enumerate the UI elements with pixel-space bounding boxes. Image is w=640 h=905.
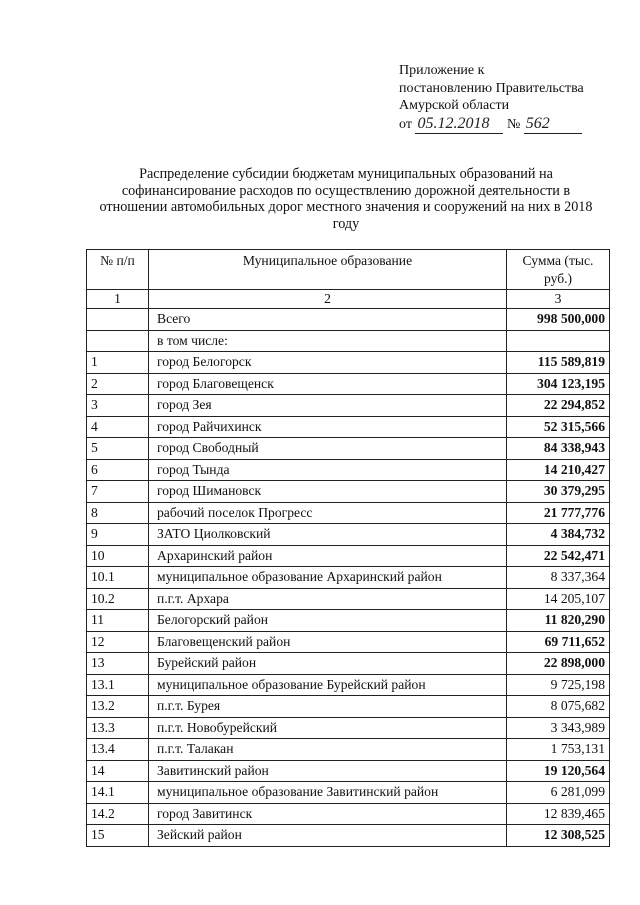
municipality-name: город Белогорск <box>149 352 507 374</box>
municipality-name: ЗАТО Циолковский <box>149 524 507 546</box>
subsidy-table <box>86 249 610 847</box>
municipality-name: город Свободный <box>149 438 507 460</box>
municipality-name: п.г.т. Архара <box>149 588 507 610</box>
table-row <box>87 459 610 481</box>
municipality-name: в том числе: <box>149 330 507 352</box>
column-number-row <box>87 290 610 309</box>
table-row <box>87 330 610 352</box>
subsidy-amount: 69 711,652 <box>507 631 610 653</box>
municipality-name: Завитинский район <box>149 760 507 782</box>
row-number: 11 <box>87 610 149 632</box>
row-number: 12 <box>87 631 149 653</box>
subsidy-amount: 30 379,295 <box>507 481 610 503</box>
handwritten-date: 05.12.2018 <box>417 114 490 132</box>
number-field <box>524 115 582 135</box>
row-number: 9 <box>87 524 149 546</box>
table-row <box>87 309 610 331</box>
subsidy-amount: 998 500,000 <box>507 309 610 331</box>
appendix-block <box>399 62 584 134</box>
subsidy-amount: 8 337,364 <box>507 567 610 589</box>
date-field <box>415 115 503 135</box>
row-number: 8 <box>87 502 149 524</box>
table-row <box>87 395 610 417</box>
row-number: 14.1 <box>87 782 149 804</box>
municipality-name: Белогорский район <box>149 610 507 632</box>
row-number: 13 <box>87 653 149 675</box>
table-row <box>87 631 610 653</box>
table-row <box>87 803 610 825</box>
subsidy-amount: 22 898,000 <box>507 653 610 675</box>
col-number-1: 1 <box>87 290 149 309</box>
table-row <box>87 502 610 524</box>
row-number: 15 <box>87 825 149 847</box>
table-row <box>87 373 610 395</box>
row-number: 13.3 <box>87 717 149 739</box>
row-number: 10.1 <box>87 567 149 589</box>
table-row <box>87 825 610 847</box>
appendix-date-number <box>399 115 584 135</box>
header-sum: Сумма (тыс. руб.) <box>507 250 610 290</box>
appendix-line-3: Амурской области <box>399 98 510 113</box>
number-label: № <box>506 116 521 132</box>
subsidy-amount: 11 820,290 <box>507 610 610 632</box>
subsidy-amount: 84 338,943 <box>507 438 610 460</box>
table-row <box>87 545 610 567</box>
table-row <box>87 610 610 632</box>
municipality-name: п.г.т. Бурея <box>149 696 507 718</box>
row-number: 13.1 <box>87 674 149 696</box>
table-row <box>87 481 610 503</box>
table-row <box>87 717 610 739</box>
row-number: 4 <box>87 416 149 438</box>
table-header-row <box>87 250 610 290</box>
municipality-name: город Благовещенск <box>149 373 507 395</box>
table-row <box>87 674 610 696</box>
table-row <box>87 696 610 718</box>
municipality-name: муниципальное образование Завитинский район <box>149 782 507 804</box>
municipality-name: Зейский район <box>149 825 507 847</box>
row-number <box>87 330 149 352</box>
handwritten-number: 562 <box>525 114 550 132</box>
subsidy-amount: 8 075,682 <box>507 696 610 718</box>
row-number: 5 <box>87 438 149 460</box>
row-number: 14.2 <box>87 803 149 825</box>
row-number: 3 <box>87 395 149 417</box>
subsidy-amount: 22 294,852 <box>507 395 610 417</box>
municipality-name: город Шимановск <box>149 481 507 503</box>
municipality-name: муниципальное образование Бурейский район <box>149 674 507 696</box>
municipality-name: город Тында <box>149 459 507 481</box>
municipality-name: рабочий поселок Прогресс <box>149 502 507 524</box>
table-row <box>87 760 610 782</box>
header-num: № п/п <box>87 250 149 290</box>
row-number: 2 <box>87 373 149 395</box>
subsidy-amount: 4 384,732 <box>507 524 610 546</box>
table-row <box>87 782 610 804</box>
subsidy-amount: 6 281,099 <box>507 782 610 804</box>
table-row <box>87 588 610 610</box>
subsidy-amount <box>507 330 610 352</box>
table-row <box>87 567 610 589</box>
row-number: 13.2 <box>87 696 149 718</box>
municipality-name: Бурейский район <box>149 653 507 675</box>
municipality-name: город Завитинск <box>149 803 507 825</box>
table-row <box>87 653 610 675</box>
table-row <box>87 739 610 761</box>
subsidy-amount: 21 777,776 <box>507 502 610 524</box>
subsidy-amount: 12 839,465 <box>507 803 610 825</box>
table-row <box>87 438 610 460</box>
row-number: 10 <box>87 545 149 567</box>
municipality-name: Архаринский район <box>149 545 507 567</box>
municipality-name: муниципальное образование Архаринский район <box>149 567 507 589</box>
row-number: 13.4 <box>87 739 149 761</box>
appendix-line-2: постановлению Правительства <box>399 80 584 96</box>
subsidy-amount: 14 205,107 <box>507 588 610 610</box>
header-name: Муниципальное образование <box>149 250 507 290</box>
municipality-name: город Райчихинск <box>149 416 507 438</box>
subsidy-amount: 115 589,819 <box>507 352 610 374</box>
municipality-name: п.г.т. Новобурейский <box>149 717 507 739</box>
row-number: 10.2 <box>87 588 149 610</box>
municipality-name: Благовещенский район <box>149 631 507 653</box>
subsidy-amount: 3 343,989 <box>507 717 610 739</box>
table-row <box>87 524 610 546</box>
subsidy-amount: 12 308,525 <box>507 825 610 847</box>
subsidy-amount: 9 725,198 <box>507 674 610 696</box>
subsidy-amount: 52 315,566 <box>507 416 610 438</box>
subsidy-amount: 304 123,195 <box>507 373 610 395</box>
municipality-name: п.г.т. Талакан <box>149 739 507 761</box>
appendix-line-1: Приложение к <box>399 63 485 78</box>
row-number: 7 <box>87 481 149 503</box>
municipality-name: город Зея <box>149 395 507 417</box>
row-number: 1 <box>87 352 149 374</box>
row-number: 6 <box>87 459 149 481</box>
table-row <box>87 352 610 374</box>
row-number <box>87 309 149 331</box>
col-number-3: 3 <box>507 290 610 309</box>
subsidy-amount: 14 210,427 <box>507 459 610 481</box>
subsidy-amount: 1 753,131 <box>507 739 610 761</box>
table-row <box>87 416 610 438</box>
col-number-2: 2 <box>149 290 507 309</box>
document-title: Распределение субсидии бюджетам муниципальных образований на софинансирование расходов по осуществлению дорожной деятельности в отношении автомобильных дорог местного значения и сооружений на них в 2018 году <box>99 166 593 232</box>
municipality-name: Всего <box>149 309 507 331</box>
row-number: 14 <box>87 760 149 782</box>
from-label: от <box>399 116 412 132</box>
subsidy-amount: 22 542,471 <box>507 545 610 567</box>
subsidy-amount: 19 120,564 <box>507 760 610 782</box>
